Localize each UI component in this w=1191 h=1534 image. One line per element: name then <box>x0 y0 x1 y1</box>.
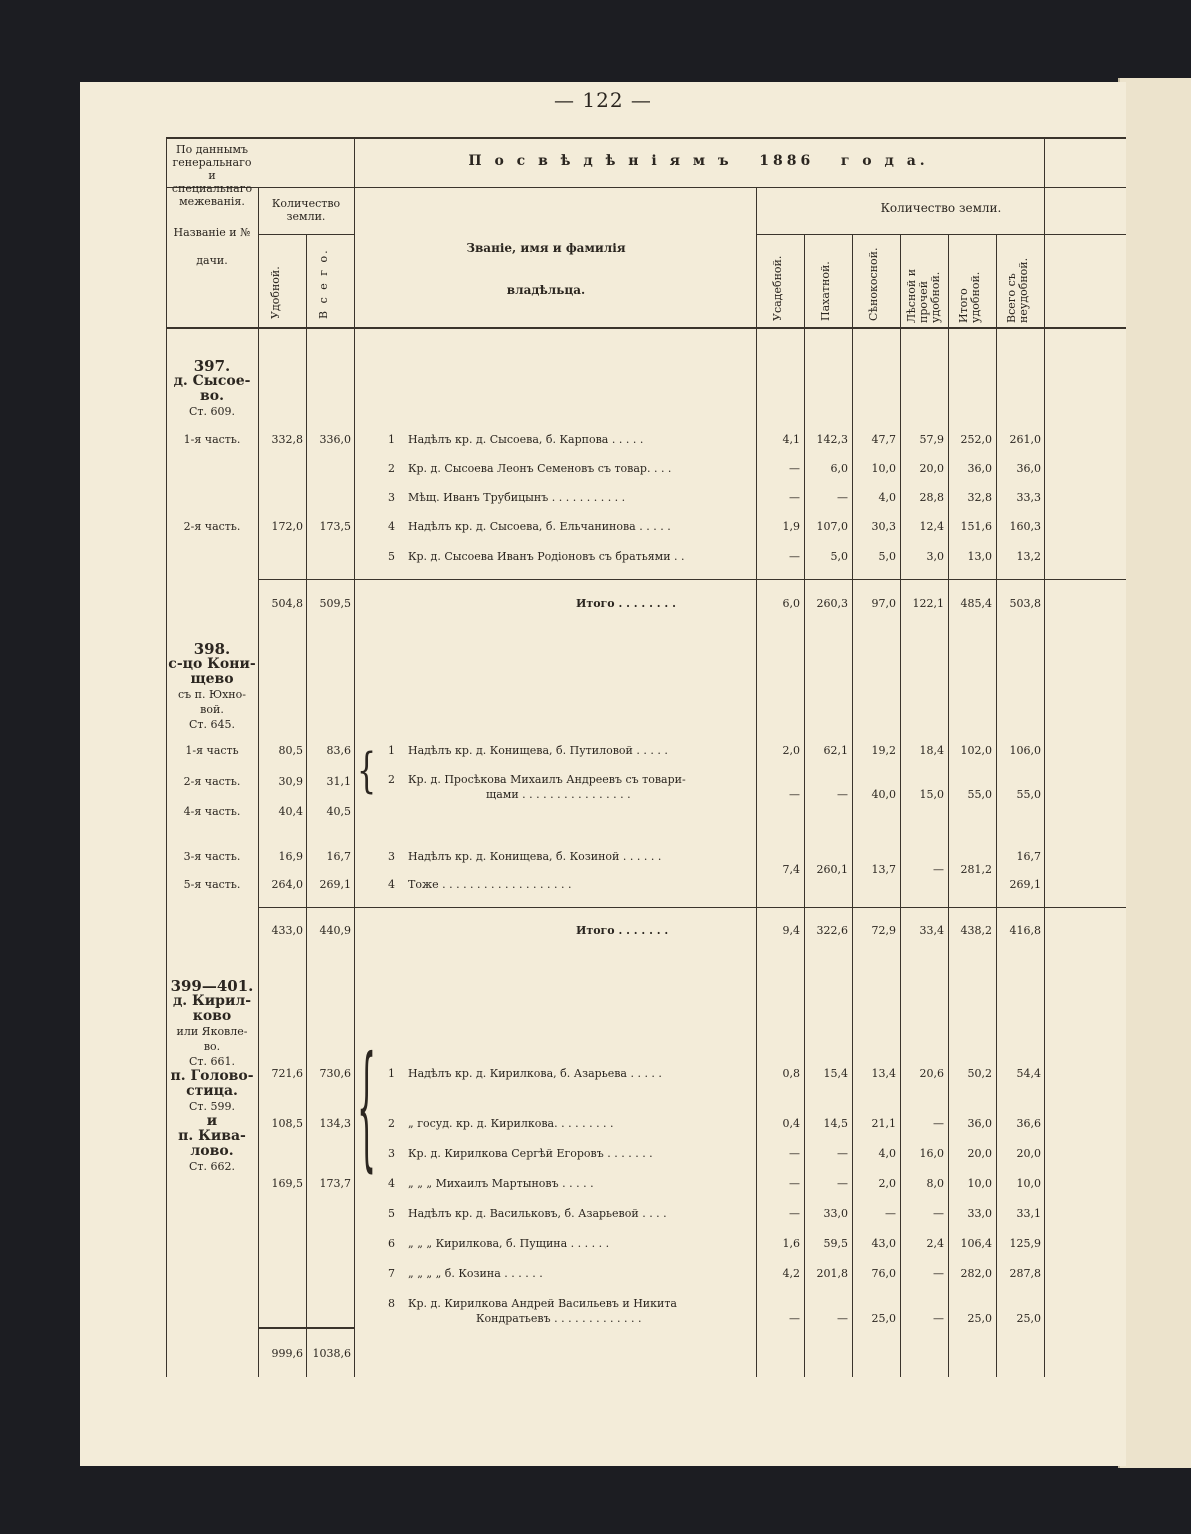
owner-name: Кр. д. Сысоева Леонъ Семеновъ съ товар. . . . <box>408 462 672 475</box>
part-udob: 30,9 <box>278 775 303 788</box>
part-udob: 40,4 <box>278 805 303 818</box>
owner-name: Тоже . . . . . . . . . . . . . . . . . . . <box>408 878 572 891</box>
village-name: п. Голово- <box>170 1068 254 1084</box>
total-itogo: 438,2 <box>960 924 992 937</box>
header-rule <box>756 234 1126 235</box>
cell-usad: — <box>789 788 800 801</box>
cell-usad: — <box>789 462 800 475</box>
owner-name: Надѣлъ кр. д. Кирилкова, б. Азарьева . . . . . <box>408 1067 662 1080</box>
cell-pakh: — <box>837 1147 848 1160</box>
part-vsego: 269,1 <box>319 878 351 891</box>
cell-vsego: 106,0 <box>1009 744 1041 757</box>
cell-usad: 0,8 <box>782 1067 800 1080</box>
cell-pakh: 59,5 <box>823 1237 848 1250</box>
cell-les: 12,4 <box>919 520 944 533</box>
part-vsego: 40,5 <box>326 805 351 818</box>
part-udob: 80,5 <box>278 744 303 757</box>
total-rule <box>258 1327 354 1329</box>
part-udob: 721,6 <box>271 1067 303 1080</box>
village-name: стица. <box>186 1083 238 1099</box>
header-land-col: Усадебной. <box>771 255 784 321</box>
row-number: 1 <box>388 1067 395 1080</box>
part-name: 1-я часть <box>185 744 239 757</box>
total-vsego: 1038,6 <box>312 1347 351 1360</box>
part-udob: 16,9 <box>278 850 303 863</box>
cell-les: 15,0 <box>919 788 944 801</box>
grouping-brace: { <box>357 1031 377 1189</box>
header-qty-col: Удобной. <box>269 266 282 319</box>
cell-vsego: 36,6 <box>1016 1117 1041 1130</box>
cell-itogo: 252,0 <box>960 433 992 446</box>
cell-les: 3,0 <box>926 550 944 563</box>
part-vsego: 31,1 <box>326 775 351 788</box>
row-number: 3 <box>388 1147 395 1160</box>
total-rule <box>354 579 1126 580</box>
total-udob: 999,6 <box>271 1347 303 1360</box>
cell-vsego: 10,0 <box>1016 1177 1041 1190</box>
cell-senok: 30,3 <box>871 520 896 533</box>
cell-senok: 76,0 <box>871 1267 896 1280</box>
village-name: п. Кива- <box>178 1128 246 1144</box>
total-vsego-all: 503,8 <box>1009 597 1041 610</box>
total-vsego: 509,5 <box>319 597 351 610</box>
part-udob: 169,5 <box>271 1177 303 1190</box>
header-qty-col: В с е г о. <box>317 248 330 319</box>
header-left-group: По даннымъ генеральнаго и специальнаго межеванія. <box>171 143 253 208</box>
cell-senok: — <box>885 1207 896 1220</box>
station-number: Ст. 599. <box>189 1100 235 1113</box>
cell-vsego: 25,0 <box>1016 1312 1041 1325</box>
page-number: — 122 — <box>554 88 652 112</box>
total-rule <box>258 579 354 580</box>
cell-usad: 0,4 <box>782 1117 800 1130</box>
owner-name: „ госуд. кр. д. Кирилкова. . . . . . . . . <box>408 1117 614 1130</box>
cell-senok: 25,0 <box>871 1312 896 1325</box>
cell-les: 20,6 <box>919 1067 944 1080</box>
col-rule <box>852 234 853 1377</box>
station-number: Ст. 662. <box>189 1160 235 1173</box>
cell-vsego: 125,9 <box>1009 1237 1041 1250</box>
cell-pakh: 201,8 <box>816 1267 848 1280</box>
cell-les: 20,0 <box>919 462 944 475</box>
cell-vsego: 36,0 <box>1016 462 1041 475</box>
total-label: Итого . . . . . . . <box>576 924 669 937</box>
cell-pakh: 14,5 <box>823 1117 848 1130</box>
col-rule <box>996 234 997 1377</box>
cell-pakh: 6,0 <box>830 462 848 475</box>
owner-name: Надѣлъ кр. д. Конищева, б. Козиной . . . . . . <box>408 850 662 863</box>
cell-senok: 5,0 <box>878 550 896 563</box>
cell-pakh: 107,0 <box>816 520 848 533</box>
cell-vsego: 13,2 <box>1016 550 1041 563</box>
row-number: 5 <box>388 550 395 563</box>
cell-usad: — <box>789 1147 800 1160</box>
cell-usad: — <box>789 1207 800 1220</box>
row-number: 2 <box>388 462 395 475</box>
owner-name-cont: Кондратьевъ . . . . . . . . . . . . . <box>476 1312 642 1325</box>
dacha-398 <box>166 642 258 732</box>
total-vsego-all: 416,8 <box>1009 924 1041 937</box>
land-register-table <box>166 137 1126 1377</box>
station-number: Ст. 609. <box>189 405 235 418</box>
cell-itogo: 281,2 <box>960 863 992 876</box>
header-owner-col: Званіе, имя и фамилія владѣльца. <box>466 241 626 297</box>
cell-vsego: 16,7 <box>1016 850 1041 863</box>
cell-senok: 43,0 <box>871 1237 896 1250</box>
cell-les: 2,4 <box>926 1237 944 1250</box>
total-vsego: 440,9 <box>319 924 351 937</box>
part-vsego: 336,0 <box>319 433 351 446</box>
col-rule <box>900 234 901 1377</box>
row-number: 1 <box>388 433 395 446</box>
book-page <box>80 82 1126 1466</box>
cell-usad: — <box>789 1312 800 1325</box>
part-name: 3-я часть. <box>183 850 241 863</box>
total-pakh: 260,3 <box>816 597 848 610</box>
row-number: 5 <box>388 1207 395 1220</box>
cell-usad: 2,0 <box>782 744 800 757</box>
total-pakh: 322,6 <box>816 924 848 937</box>
cell-itogo: 13,0 <box>967 550 992 563</box>
cell-les: 8,0 <box>926 1177 944 1190</box>
owner-name: Кр. д. Просѣкова Михаилъ Андреевъ съ товари- <box>408 773 686 786</box>
village-name: с-цо Кони- <box>168 656 256 672</box>
cell-les: — <box>933 1312 944 1325</box>
row-number: 3 <box>388 850 395 863</box>
part-udob: 332,8 <box>271 433 303 446</box>
cell-vsego: 33,1 <box>1016 1207 1041 1220</box>
cell-pakh: 15,4 <box>823 1067 848 1080</box>
part-name: 1-я часть. <box>183 433 241 446</box>
total-les: 33,4 <box>919 924 944 937</box>
part-udob: 108,5 <box>271 1117 303 1130</box>
row-number: 4 <box>388 520 395 533</box>
col-rule <box>354 137 355 1377</box>
village-name: ково <box>192 1008 232 1024</box>
header-land-col: Лѣсной и прочей удобной. <box>905 268 942 323</box>
cell-usad: 1,9 <box>782 520 800 533</box>
part-name: 5-я часть. <box>183 878 241 891</box>
cell-senok: 2,0 <box>878 1177 896 1190</box>
row-number: 3 <box>388 491 395 504</box>
cell-itogo: 36,0 <box>967 1117 992 1130</box>
cell-senok: 4,0 <box>878 491 896 504</box>
header-bottom-rule <box>166 327 1126 329</box>
cell-senok: 21,1 <box>871 1117 896 1130</box>
cell-les: 57,9 <box>919 433 944 446</box>
cell-usad: — <box>789 1177 800 1190</box>
cell-vsego: 261,0 <box>1009 433 1041 446</box>
owner-name: Надѣлъ кр. д. Сысоева, б. Карпова . . . . . <box>408 433 644 446</box>
village-name: щево <box>190 671 234 687</box>
owner-name: Кр. д. Сысоева Иванъ Родіоновъ съ братьями . . <box>408 550 685 563</box>
cell-les: — <box>933 1207 944 1220</box>
cell-usad: 1,6 <box>782 1237 800 1250</box>
cell-pakh: 142,3 <box>816 433 848 446</box>
cell-vsego: 20,0 <box>1016 1147 1041 1160</box>
cell-vsego: 160,3 <box>1009 520 1041 533</box>
cell-pakh: 260,1 <box>816 863 848 876</box>
dacha-number: 398. <box>193 640 231 658</box>
cell-itogo: 102,0 <box>960 744 992 757</box>
header-name-col: Названіе и № дачи. <box>173 226 251 267</box>
cell-vsego: 54,4 <box>1016 1067 1041 1080</box>
total-senok: 97,0 <box>871 597 896 610</box>
col-rule <box>166 137 167 1377</box>
cell-pakh: — <box>837 1312 848 1325</box>
cell-les: — <box>933 863 944 876</box>
cell-les: 16,0 <box>919 1147 944 1160</box>
owner-name-cont: щами . . . . . . . . . . . . . . . . <box>486 788 631 801</box>
col-rule <box>756 187 757 1377</box>
cell-usad: — <box>789 550 800 563</box>
col-rule <box>804 234 805 1377</box>
village-extra: во. <box>203 1040 221 1053</box>
row-number: 4 <box>388 878 395 891</box>
cell-pakh: 33,0 <box>823 1207 848 1220</box>
cell-les: — <box>933 1117 944 1130</box>
facing-page-edge <box>1118 78 1191 1468</box>
station-number: Ст. 661. <box>189 1055 235 1068</box>
cell-senok: 10,0 <box>871 462 896 475</box>
total-usad: 9,4 <box>782 924 800 937</box>
cell-senok: 19,2 <box>871 744 896 757</box>
cell-itogo: 32,8 <box>967 491 992 504</box>
cell-usad: 4,2 <box>782 1267 800 1280</box>
total-label: Итого . . . . . . . . <box>576 597 676 610</box>
cell-senok: 40,0 <box>871 788 896 801</box>
row-number: 7 <box>388 1267 395 1280</box>
part-udob: 264,0 <box>271 878 303 891</box>
header-land-col: Итого удобной. <box>957 271 982 323</box>
owner-name: Надѣлъ кр. д. Сысоева, б. Ельчанинова . . . . . <box>408 520 671 533</box>
part-vsego: 134,3 <box>319 1117 351 1130</box>
cell-pakh: — <box>837 1177 848 1190</box>
cell-itogo: 282,0 <box>960 1267 992 1280</box>
header-land-group: Количество земли. <box>880 201 1002 215</box>
cell-vsego: 33,3 <box>1016 491 1041 504</box>
col-rule <box>1044 137 1045 1377</box>
owner-name: Кр. д. Кирилкова Сергѣй Егоровъ . . . . . . . <box>408 1147 653 1160</box>
header-land-col: Всего съ неудобной. <box>1005 257 1030 323</box>
total-rule <box>258 907 354 908</box>
part-name: 2-я часть. <box>183 520 241 533</box>
part-name: 2-я часть. <box>183 775 241 788</box>
cell-usad: 4,1 <box>782 433 800 446</box>
part-vsego: 83,6 <box>326 744 351 757</box>
cell-les: — <box>933 1267 944 1280</box>
owner-name: „ „ „ Кирилкова, б. Пущина . . . . . . <box>408 1237 610 1250</box>
table-top-rule <box>166 137 1126 139</box>
owner-name: Мѣщ. Иванъ Трубицынъ . . . . . . . . . . . <box>408 491 626 504</box>
owner-name: Надѣлъ кр. д. Васильковъ, б. Азарьевой . . . . <box>408 1207 667 1220</box>
cell-itogo: 106,4 <box>960 1237 992 1250</box>
dacha-397 <box>166 359 258 419</box>
dacha-399-401 <box>166 979 258 1174</box>
dacha-number: 399—401. <box>170 977 254 995</box>
village-extra: вой. <box>200 703 224 716</box>
cell-itogo: 20,0 <box>967 1147 992 1160</box>
row-number: 2 <box>388 1117 395 1130</box>
cell-itogo: 25,0 <box>967 1312 992 1325</box>
station-number: Ст. 645. <box>189 718 235 731</box>
village-name: д. Сысое- <box>173 373 251 389</box>
row-number: 1 <box>388 744 395 757</box>
cell-vsego: 269,1 <box>1009 878 1041 891</box>
village-name: д. Кирил- <box>172 993 252 1009</box>
cell-pakh: 5,0 <box>830 550 848 563</box>
owner-name: Надѣлъ кр. д. Конищева, б. Путиловой . . . . . <box>408 744 668 757</box>
cell-pakh: 62,1 <box>823 744 848 757</box>
header-land-col: Сѣнокосной. <box>867 247 880 321</box>
part-name: 4-я часть. <box>183 805 241 818</box>
part-vsego: 173,7 <box>319 1177 351 1190</box>
part-vsego: 730,6 <box>319 1067 351 1080</box>
cell-senok: 13,4 <box>871 1067 896 1080</box>
village-name: лово. <box>190 1143 234 1159</box>
cell-senok: 4,0 <box>878 1147 896 1160</box>
owner-name: „ „ „ Михаилъ Мартыновъ . . . . . <box>408 1177 594 1190</box>
cell-itogo: 33,0 <box>967 1207 992 1220</box>
row-number: 8 <box>388 1297 395 1310</box>
cell-itogo: 151,6 <box>960 520 992 533</box>
owner-name: Кр. д. Кирилкова Андрей Васильевъ и Никита <box>408 1297 677 1310</box>
part-vsego: 173,5 <box>319 520 351 533</box>
header-rule <box>354 187 1126 188</box>
dacha-number: 397. <box>193 357 231 375</box>
cell-pakh: — <box>837 491 848 504</box>
cell-itogo: 10,0 <box>967 1177 992 1190</box>
cell-itogo: 36,0 <box>967 462 992 475</box>
total-usad: 6,0 <box>782 597 800 610</box>
total-les: 122,1 <box>912 597 944 610</box>
cell-les: 28,8 <box>919 491 944 504</box>
total-rule <box>354 907 1126 908</box>
cell-vsego: 55,0 <box>1016 788 1041 801</box>
village-extra: или Яковле- <box>176 1025 248 1038</box>
total-udob: 504,8 <box>271 597 303 610</box>
village-extra: съ п. Юхно- <box>178 688 246 701</box>
total-itogo: 485,4 <box>960 597 992 610</box>
conjunction: и <box>206 1113 218 1129</box>
grouping-brace: { <box>357 743 377 800</box>
row-number: 4 <box>388 1177 395 1190</box>
total-udob: 433,0 <box>271 924 303 937</box>
total-senok: 72,9 <box>871 924 896 937</box>
header-right-group: П о с в ѣ д ѣ н і я м ъ 1886 г о д а. <box>468 153 929 169</box>
cell-usad: — <box>789 491 800 504</box>
cell-les: 18,4 <box>919 744 944 757</box>
cell-pakh: — <box>837 788 848 801</box>
cell-itogo: 50,2 <box>967 1067 992 1080</box>
cell-vsego: 287,8 <box>1009 1267 1041 1280</box>
header-qty-group: Количество земли. <box>271 197 341 223</box>
cell-itogo: 55,0 <box>967 788 992 801</box>
cell-senok: 47,7 <box>871 433 896 446</box>
col-rule <box>948 234 949 1377</box>
header-land-col: Пахатной. <box>819 261 832 321</box>
village-name: во. <box>200 388 224 404</box>
part-vsego: 16,7 <box>326 850 351 863</box>
cell-usad: 7,4 <box>782 863 800 876</box>
row-number: 6 <box>388 1237 395 1250</box>
cell-senok: 13,7 <box>871 863 896 876</box>
owner-name: „ „ „ „ б. Козина . . . . . . <box>408 1267 543 1280</box>
part-udob: 172,0 <box>271 520 303 533</box>
row-number: 2 <box>388 773 395 786</box>
